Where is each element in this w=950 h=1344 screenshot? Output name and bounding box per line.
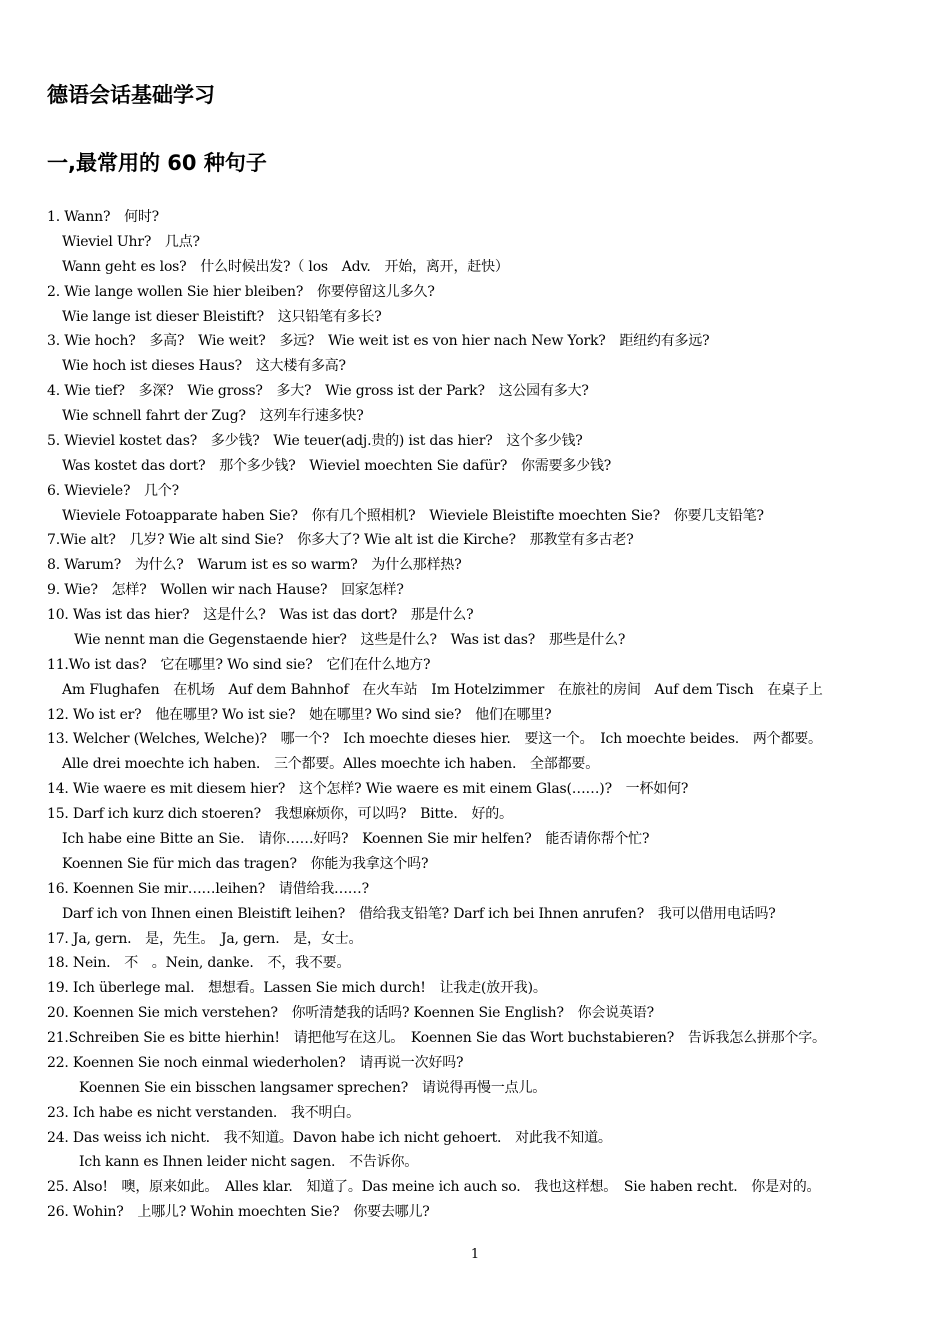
phrase-line: 12. Wo ist er? 他在哪里? Wo ist sie? 她在哪里? Wo sind sie? 他们在哪里? bbox=[47, 706, 552, 723]
phrase-line: 14. Wie waere es mit diesem hier? 这个怎样? Wie waere es mit einem Glas(……)? 一杯如何? bbox=[47, 781, 689, 798]
phrase-line: 26. Wohin? 上哪儿? Wohin moechten Sie? 你要去哪儿? bbox=[47, 1204, 430, 1221]
phrase-line: 9. Wie? 怎样? Wollen wir nach Hause? 回家怎样? bbox=[47, 582, 404, 599]
phrase-line: 23. Ich habe es nicht verstanden. 我不明白。 bbox=[47, 1104, 360, 1121]
phrase-line: Darf ich von Ihnen einen Bleistift leihen? 借给我支铅笔? Darf ich bei Ihnen anrufen? 我可以借用电话吗? bbox=[62, 905, 776, 922]
phrase-line: 17. Ja, gern. 是，先生。 Ja, gern. 是，女士。 bbox=[47, 930, 363, 947]
phrase-line: 1. Wann? 何时? bbox=[47, 209, 159, 225]
phrase-line: 19. Ich überlege mal. 想想看。Lassen Sie mich durch! 让我走(放开我)。 bbox=[47, 980, 547, 997]
phrase-line: Wie schnell fahrt der Zug? 这列车行速多快? bbox=[62, 408, 364, 425]
phrase-line: 10. Was ist das hier? 这是什么? Was ist das dort? 那是什么? bbox=[47, 607, 474, 624]
phrase-line: 6. Wieviele? 几个? bbox=[47, 482, 179, 499]
phrase-line: Wann geht es los? 什么时候出发?（ los Adv. 开始，离开，赶快） bbox=[62, 258, 509, 275]
phrase-line: Koennen Sie ein bisschen langsamer sprechen? 请说得再慢一点儿。 bbox=[79, 1079, 547, 1096]
phrase-line: 16. Koennen Sie mir……leihen? 请借给我……? bbox=[47, 880, 369, 897]
phrase-line: Ich habe eine Bitte an Sie. 请你……好吗? Koennen Sie mir helfen? 能否请你帮个忙? bbox=[62, 831, 650, 847]
phrase-line: 25. Also! 噢，原来如此。 Alles klar. 知道了。Das meine ich auch so. 我也这样想。 Sie haben recht. 你是对的。 bbox=[47, 1179, 821, 1196]
phrase-line: 24. Das weiss ich nicht. 我不知道。Davon habe ich nicht gehoert. 对此我不知道。 bbox=[47, 1129, 612, 1146]
phrase-line: Wie nennt man die Gegenstaende hier? 这些是什么? Was ist das? 那些是什么? bbox=[74, 631, 626, 648]
phrase-line: 8. Warum? 为什么? Warum ist es so warm? 为什么那样热? bbox=[47, 557, 462, 574]
phrase-line: Wie hoch ist dieses Haus? 这大楼有多高? bbox=[62, 358, 346, 375]
phrase-line: 5. Wieviel kostet das? 多少钱? Wie teuer(adj.贵的) ist das hier? 这个多少钱? bbox=[47, 432, 583, 449]
phrase-line: 18. Nein. 不 。Nein, danke. 不，我不要。 bbox=[47, 955, 351, 972]
phrase-line: Alle drei moechte ich haben. 三个都要。Alles moechte ich haben. 全部都要。 bbox=[62, 756, 599, 773]
document-title: 德语会话基础学习 bbox=[47, 83, 215, 107]
phrase-line: 11.Wo ist das? 它在哪里? Wo sind sie? 它们在什么地方? bbox=[47, 656, 431, 673]
phrase-line: 7.Wie alt? 几岁? Wie alt sind Sie? 你多大了? Wie alt ist die Kirche? 那教堂有多古老? bbox=[47, 532, 634, 549]
phrase-line: 21.Schreiben Sie es bitte hierhin! 请把他写在这儿。 Koennen Sie das Wort buchstabieren? 告诉我怎么拼那个字。 bbox=[47, 1030, 826, 1047]
phrase-line: Was kostet das dort? 那个多少钱? Wieviel moechten Sie dafür? 你需要多少钱? bbox=[62, 457, 612, 474]
phrase-line: 20. Koennen Sie mich verstehen? 你听清楚我的话吗? Koennen Sie English? 你会说英语? bbox=[47, 1005, 654, 1022]
phrase-line: 13. Welcher (Welches, Welche)? 哪一个? Ich moechte dieses hier. 要这一个。 Ich moechte beides. 两个都要。 bbox=[47, 731, 822, 748]
phrase-line: 4. Wie tief? 多深? Wie gross? 多大? Wie gross ist der Park? 这公园有多大? bbox=[47, 383, 589, 400]
phrase-line: 3. Wie hoch? 多高? Wie weit? 多远? Wie weit ist es von hier nach New York? 距纽约有多远? bbox=[47, 333, 710, 350]
phrase-line: Wieviel Uhr? 几点? bbox=[62, 233, 200, 250]
phrase-line: Ich kann es Ihnen leider nicht sagen. 不告诉你。 bbox=[79, 1154, 419, 1171]
phrase-line: 15. Darf ich kurz dich stoeren? 我想麻烦你，可以吗? Bitte. 好的。 bbox=[47, 806, 513, 823]
page-number: 1 bbox=[470, 1247, 480, 1262]
phrase-line: Wie lange ist dieser Bleistift? 这只铅笔有多长? bbox=[62, 308, 382, 325]
phrase-line: Wieviele Fotoapparate haben Sie? 你有几个照相机? Wieviele Bleistifte moechten Sie? 你要几支铅笔? bbox=[62, 507, 764, 524]
section-heading: 一,最常用的 60 种句子 bbox=[47, 151, 267, 175]
phrase-line: 2. Wie lange wollen Sie hier bleiben? 你要停留这儿多久? bbox=[47, 283, 435, 300]
phrase-line: Koennen Sie für mich das tragen? 你能为我拿这个吗? bbox=[62, 855, 429, 872]
phrase-line: Am Flughafen 在机场 Auf dem Bahnhof 在火车站 Im Hotelzimmer 在旅社的房间 Auf dem Tisch 在桌子上 bbox=[62, 681, 823, 698]
phrase-line: 22. Koennen Sie noch einmal wiederholen? 请再说一次好吗? bbox=[47, 1054, 464, 1071]
